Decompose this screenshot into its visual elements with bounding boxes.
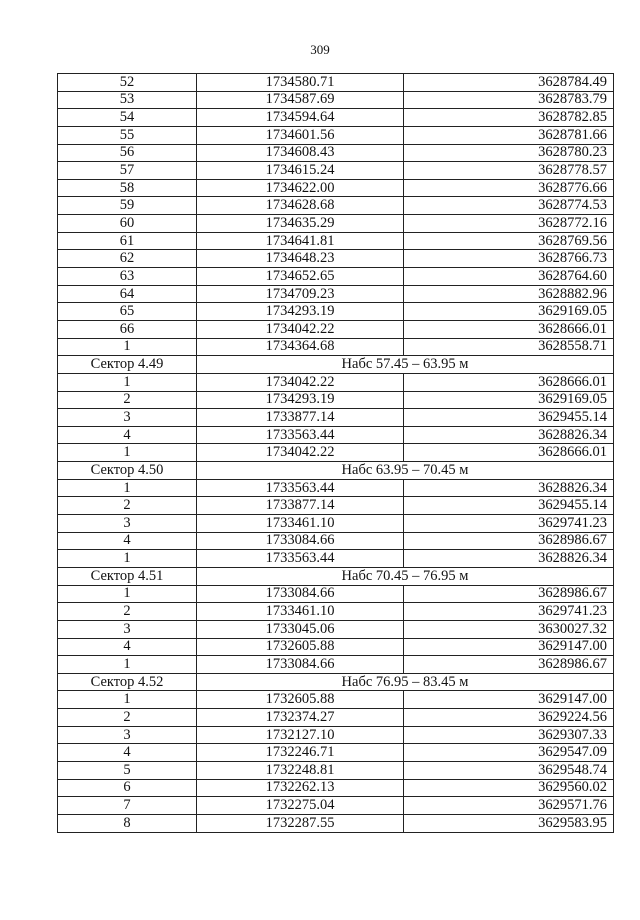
x-coordinate: 1734293.19: [197, 391, 404, 409]
x-coordinate: 1733045.06: [197, 620, 404, 638]
y-coordinate: 3628776.66: [404, 179, 614, 197]
table-row: [58, 497, 614, 515]
point-number: 2: [58, 603, 197, 621]
y-coordinate: 3628666.01: [404, 373, 614, 391]
x-coordinate: 1733084.66: [197, 532, 404, 550]
table-row: [58, 444, 614, 462]
x-coordinate: 1734615.24: [197, 162, 404, 180]
table-row: [58, 550, 614, 568]
table-row: [58, 268, 614, 286]
point-number: 3: [58, 726, 197, 744]
y-coordinate: 3628774.53: [404, 197, 614, 215]
y-coordinate: 3629169.05: [404, 391, 614, 409]
y-coordinate: 3630027.32: [404, 620, 614, 638]
page-number: 309: [310, 42, 330, 57]
table-row: [58, 726, 614, 744]
point-number: 59: [58, 197, 197, 215]
x-coordinate: 1733563.44: [197, 479, 404, 497]
table-row: [58, 797, 614, 815]
y-coordinate: 3628783.79: [404, 91, 614, 109]
table-row: [58, 91, 614, 109]
height-range: Набс 70.45 – 76.95 м: [197, 567, 614, 585]
x-coordinate: 1734042.22: [197, 373, 404, 391]
y-coordinate: 3629741.23: [404, 603, 614, 621]
y-coordinate: 3628558.71: [404, 338, 614, 356]
point-number: 8: [58, 814, 197, 832]
table-row: [58, 479, 614, 497]
table-row: [58, 74, 614, 92]
table-row: [58, 215, 614, 233]
table-row: [58, 515, 614, 533]
point-number: 4: [58, 532, 197, 550]
point-number: 3: [58, 620, 197, 638]
y-coordinate: 3629307.33: [404, 726, 614, 744]
x-coordinate: 1734042.22: [197, 320, 404, 338]
y-coordinate: 3628766.73: [404, 250, 614, 268]
x-coordinate: 1734580.71: [197, 74, 404, 92]
table-row: [58, 426, 614, 444]
point-number: 60: [58, 215, 197, 233]
point-number: 66: [58, 320, 197, 338]
x-coordinate: 1732246.71: [197, 744, 404, 762]
point-number: 2: [58, 497, 197, 515]
point-number: 53: [58, 91, 197, 109]
x-coordinate: 1734652.65: [197, 268, 404, 286]
x-coordinate: 1733563.44: [197, 426, 404, 444]
y-coordinate: 3628782.85: [404, 109, 614, 127]
x-coordinate: 1732605.88: [197, 638, 404, 656]
height-range: Набс 57.45 – 63.95 м: [197, 356, 614, 374]
table-row: [58, 585, 614, 603]
x-coordinate: 1733563.44: [197, 550, 404, 568]
table-row: [58, 285, 614, 303]
x-coordinate: 1732287.55: [197, 814, 404, 832]
y-coordinate: 3628986.67: [404, 532, 614, 550]
y-coordinate: 3628826.34: [404, 426, 614, 444]
x-coordinate: 1734042.22: [197, 444, 404, 462]
table-row: [58, 232, 614, 250]
x-coordinate: 1733461.10: [197, 603, 404, 621]
table-row: [58, 126, 614, 144]
point-number: 3: [58, 409, 197, 427]
table-row: [58, 303, 614, 321]
y-coordinate: 3628772.16: [404, 215, 614, 233]
point-number: 2: [58, 709, 197, 727]
point-number: 5: [58, 761, 197, 779]
y-coordinate: 3629548.74: [404, 761, 614, 779]
point-number: 55: [58, 126, 197, 144]
y-coordinate: 3628826.34: [404, 479, 614, 497]
point-number: 7: [58, 797, 197, 815]
point-number: 6: [58, 779, 197, 797]
table-row: [58, 162, 614, 180]
y-coordinate: 3629547.09: [404, 744, 614, 762]
sector-label: Сектор 4.51: [58, 567, 197, 585]
x-coordinate: 1734587.69: [197, 91, 404, 109]
x-coordinate: 1732262.13: [197, 779, 404, 797]
table-row: [58, 532, 614, 550]
y-coordinate: 3628882.96: [404, 285, 614, 303]
table-row: [58, 638, 614, 656]
y-coordinate: 3629147.00: [404, 691, 614, 709]
table-row: [58, 250, 614, 268]
y-coordinate: 3628778.57: [404, 162, 614, 180]
table-row: [58, 656, 614, 674]
x-coordinate: 1732275.04: [197, 797, 404, 815]
table-row: [58, 391, 614, 409]
x-coordinate: 1734709.23: [197, 285, 404, 303]
sector-header-row: [58, 356, 614, 374]
table-row: [58, 373, 614, 391]
x-coordinate: 1732374.27: [197, 709, 404, 727]
point-number: 1: [58, 691, 197, 709]
sector-header-row: [58, 673, 614, 691]
y-coordinate: 3629147.00: [404, 638, 614, 656]
table-row: [58, 814, 614, 832]
x-coordinate: 1733877.14: [197, 409, 404, 427]
x-coordinate: 1734641.81: [197, 232, 404, 250]
x-coordinate: 1732127.10: [197, 726, 404, 744]
table-row: [58, 761, 614, 779]
point-number: 2: [58, 391, 197, 409]
y-coordinate: 3629560.02: [404, 779, 614, 797]
x-coordinate: 1733461.10: [197, 515, 404, 533]
y-coordinate: 3628666.01: [404, 320, 614, 338]
x-coordinate: 1732248.81: [197, 761, 404, 779]
point-number: 57: [58, 162, 197, 180]
point-number: 58: [58, 179, 197, 197]
table-row: [58, 691, 614, 709]
point-number: 65: [58, 303, 197, 321]
table-row: [58, 320, 614, 338]
sector-header-row: [58, 462, 614, 480]
y-coordinate: 3628986.67: [404, 656, 614, 674]
x-coordinate: 1732605.88: [197, 691, 404, 709]
point-number: 3: [58, 515, 197, 533]
coordinates-table-body: [58, 74, 614, 833]
sector-label: Сектор 4.49: [58, 356, 197, 374]
y-coordinate: 3628769.56: [404, 232, 614, 250]
x-coordinate: 1734601.56: [197, 126, 404, 144]
point-number: 52: [58, 74, 197, 92]
y-coordinate: 3628986.67: [404, 585, 614, 603]
table-row: [58, 620, 614, 638]
y-coordinate: 3628764.60: [404, 268, 614, 286]
y-coordinate: 3629741.23: [404, 515, 614, 533]
point-number: 1: [58, 479, 197, 497]
point-number: 62: [58, 250, 197, 268]
height-range: Набс 63.95 – 70.45 м: [197, 462, 614, 480]
sector-label: Сектор 4.50: [58, 462, 197, 480]
x-coordinate: 1733084.66: [197, 656, 404, 674]
table-row: [58, 603, 614, 621]
coordinates-table: [57, 73, 614, 833]
point-number: 56: [58, 144, 197, 162]
table-row: [58, 144, 614, 162]
point-number: 1: [58, 373, 197, 391]
point-number: 4: [58, 744, 197, 762]
table-row: [58, 338, 614, 356]
y-coordinate: 3628826.34: [404, 550, 614, 568]
point-number: 1: [58, 444, 197, 462]
point-number: 1: [58, 338, 197, 356]
sector-header-row: [58, 567, 614, 585]
x-coordinate: 1734608.43: [197, 144, 404, 162]
point-number: 64: [58, 285, 197, 303]
table-row: [58, 179, 614, 197]
y-coordinate: 3629224.56: [404, 709, 614, 727]
point-number: 1: [58, 656, 197, 674]
x-coordinate: 1734364.68: [197, 338, 404, 356]
table-row: [58, 779, 614, 797]
point-number: 54: [58, 109, 197, 127]
x-coordinate: 1734622.00: [197, 179, 404, 197]
table-row: [58, 409, 614, 427]
x-coordinate: 1734635.29: [197, 215, 404, 233]
point-number: 1: [58, 585, 197, 603]
y-coordinate: 3629583.95: [404, 814, 614, 832]
point-number: 61: [58, 232, 197, 250]
point-number: 4: [58, 426, 197, 444]
table-row: [58, 197, 614, 215]
height-range: Набс 76.95 – 83.45 м: [197, 673, 614, 691]
x-coordinate: 1733877.14: [197, 497, 404, 515]
y-coordinate: 3628784.49: [404, 74, 614, 92]
y-coordinate: 3629455.14: [404, 409, 614, 427]
y-coordinate: 3629169.05: [404, 303, 614, 321]
sector-label: Сектор 4.52: [58, 673, 197, 691]
x-coordinate: 1734293.19: [197, 303, 404, 321]
x-coordinate: 1734648.23: [197, 250, 404, 268]
point-number: 4: [58, 638, 197, 656]
table-row: [58, 744, 614, 762]
table-row: [58, 709, 614, 727]
point-number: 63: [58, 268, 197, 286]
point-number: 1: [58, 550, 197, 568]
table-row: [58, 109, 614, 127]
y-coordinate: 3629455.14: [404, 497, 614, 515]
y-coordinate: 3628666.01: [404, 444, 614, 462]
y-coordinate: 3629571.76: [404, 797, 614, 815]
y-coordinate: 3628780.23: [404, 144, 614, 162]
x-coordinate: 1733084.66: [197, 585, 404, 603]
y-coordinate: 3628781.66: [404, 126, 614, 144]
x-coordinate: 1734594.64: [197, 109, 404, 127]
x-coordinate: 1734628.68: [197, 197, 404, 215]
